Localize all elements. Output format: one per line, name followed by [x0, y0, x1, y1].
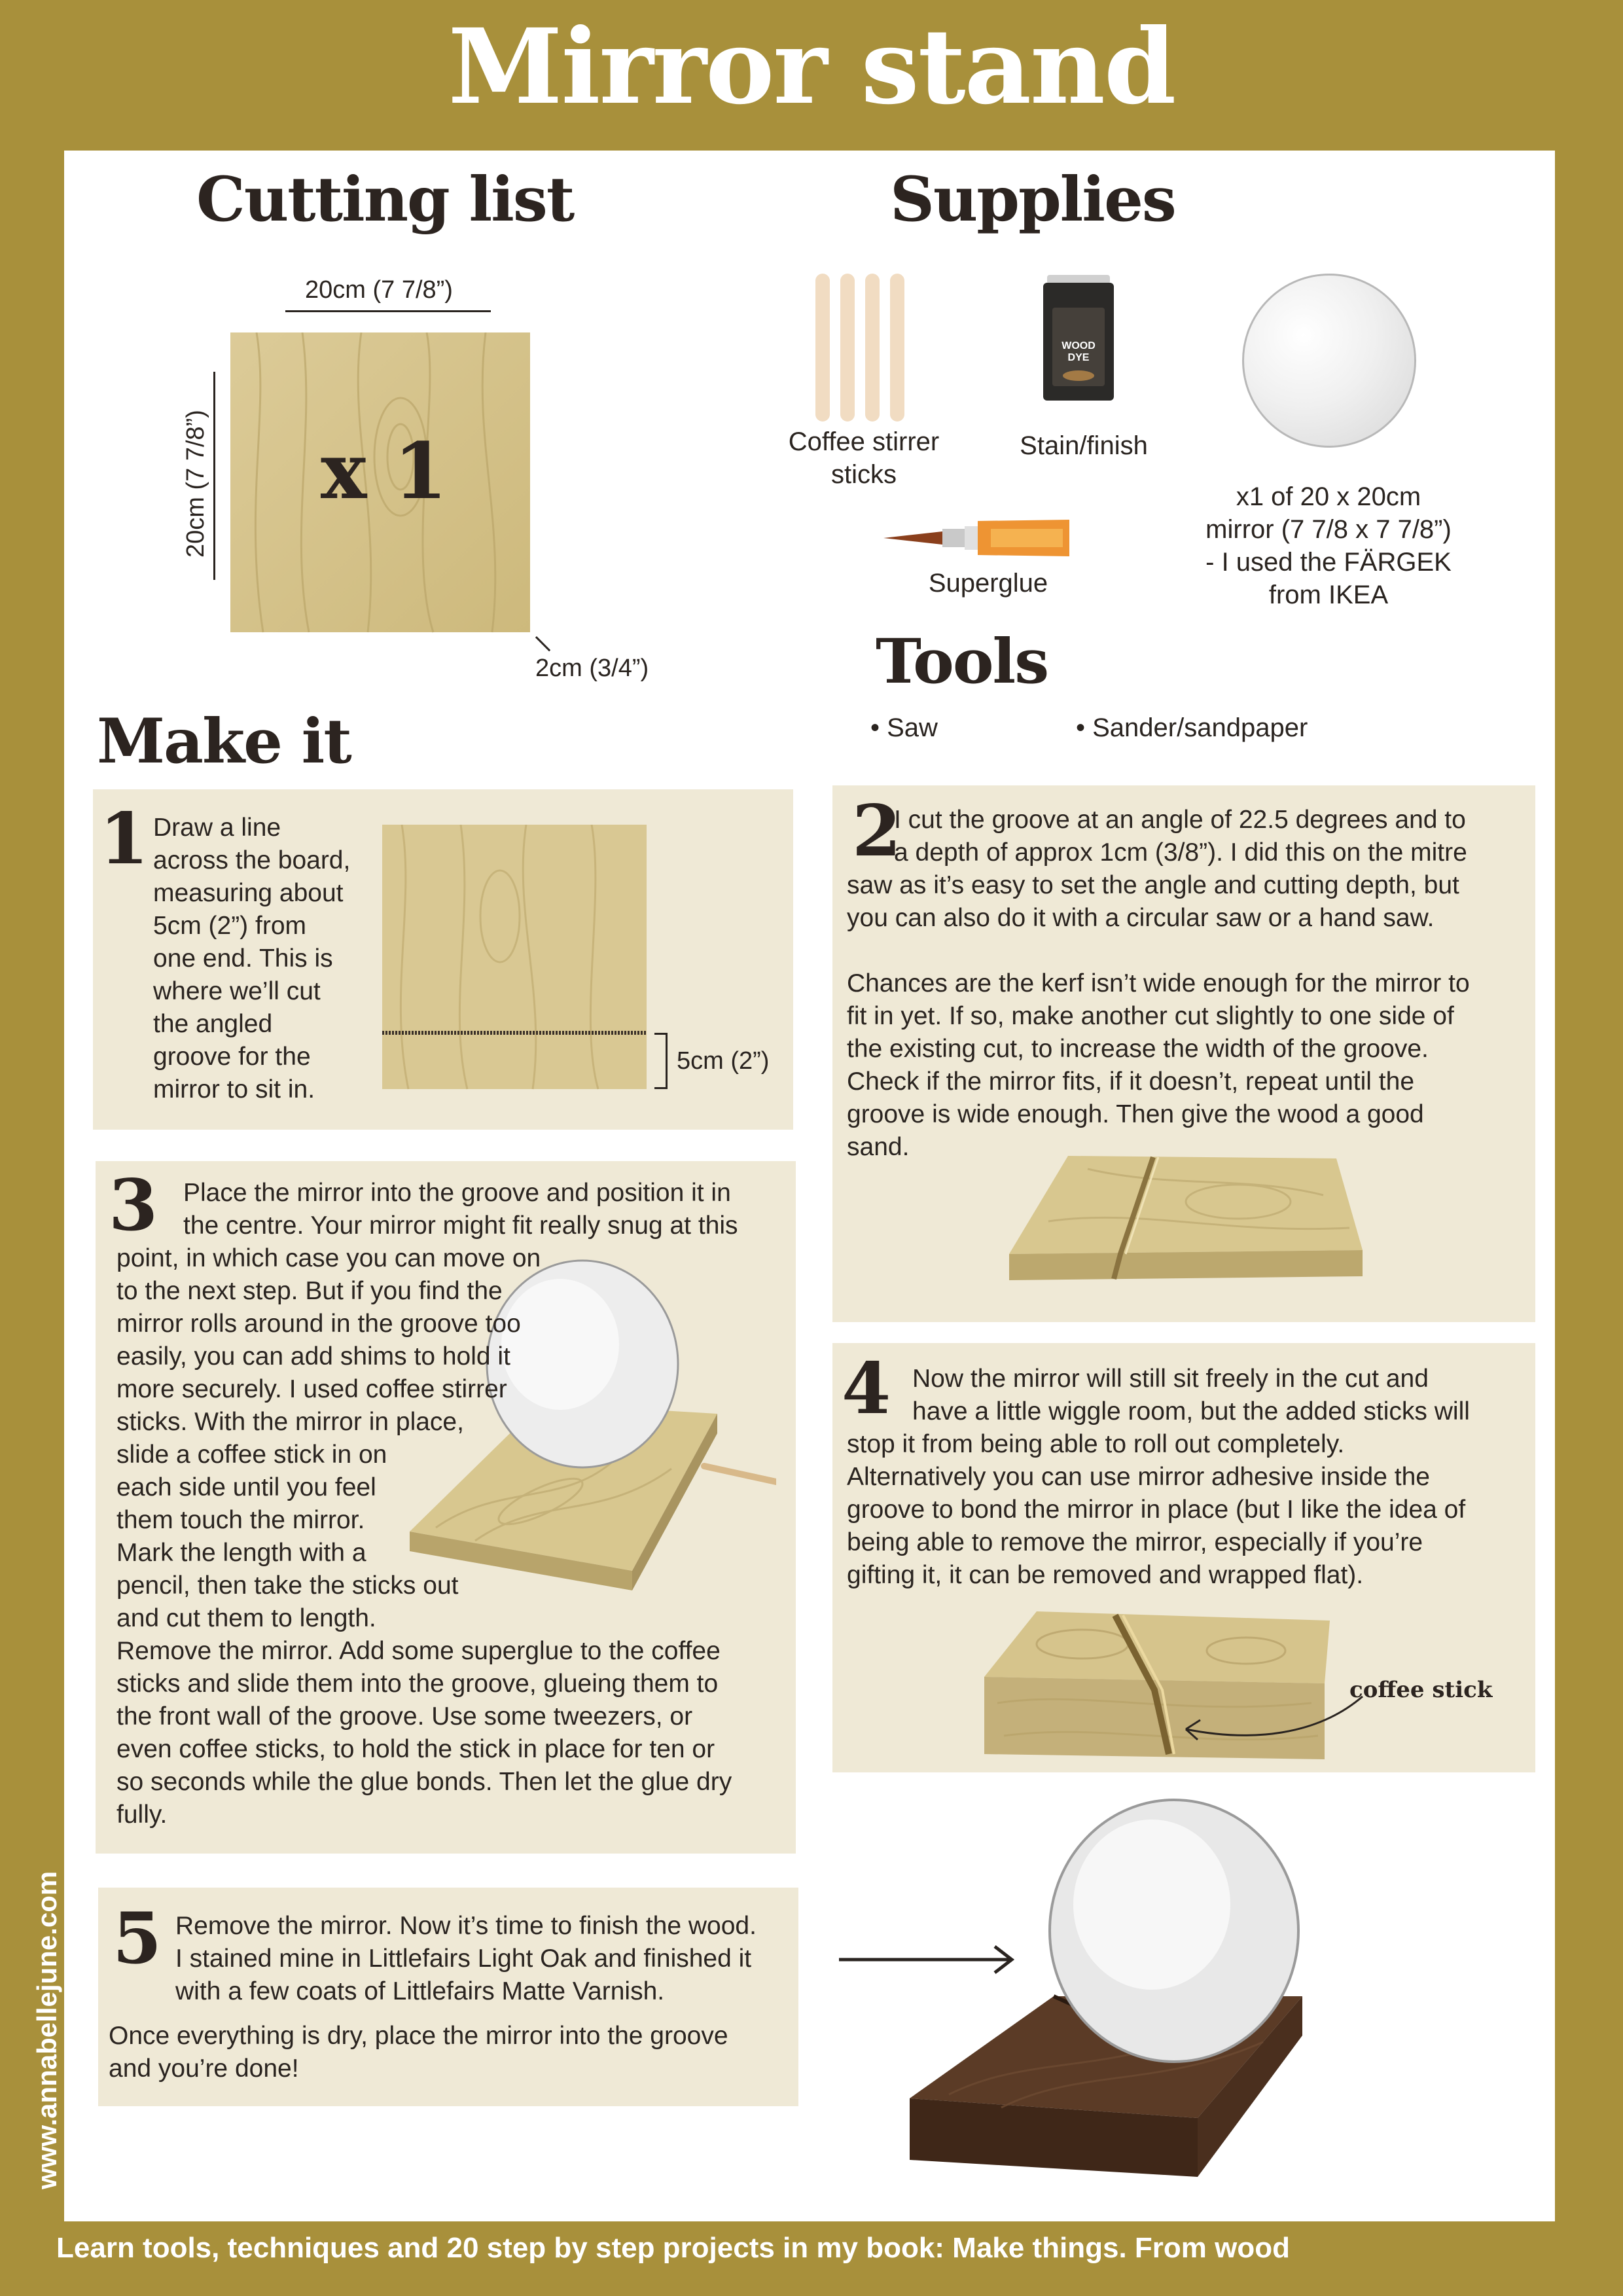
tools-heading: Tools	[876, 626, 1048, 698]
step-5-text: Remove the mirror. Now it’s time to finish the wood. I stained mine in Littlefairs Light Oak and finished it with a few coats of Littlefairs Matte Varnish. Once everything is dry, place the mirror into the groove and you’re done!	[109, 1912, 757, 2083]
stain-finish-label: Stain/finish	[1020, 431, 1148, 460]
superglue-tube-icon	[880, 514, 1076, 560]
step-5-box	[98, 1888, 798, 2106]
grooved-board-illustration	[1009, 1149, 1363, 1306]
measure-bracket	[654, 1033, 668, 1089]
website-link[interactable]: www.annabellejune.com	[31, 1871, 62, 2189]
step-5-number: 5	[113, 1897, 162, 1980]
tool-item-saw: • Saw	[870, 713, 938, 742]
coffee-sticks-label: Coffee stirrer sticks	[788, 427, 940, 489]
cutting-list-heading: Cutting list	[196, 164, 574, 236]
step-1-text: Draw a line across the board, measuring about 5cm (2”) from one end. This is where we’ll cut the angled groove for the mirror to sit in.	[153, 814, 351, 1103]
step-2-text: I cut the groove at an angle of 22.5 degrees and to a depth of approx 1cm (3/8”). I did this on the mitre saw as it’s easy to set the angle and cutting depth, but you can also do it with a circular saw or a hand saw. Chances are the kerf isn’t wide enough for the mirror to fit in yet. If so, make another cut slightly to one side of the existing cut, to increase the width of the groove. Check if the mirror fits, if it doesn’t, repeat until the groove is wide enough. Then give the wood a good sand.	[847, 806, 1470, 1161]
step-1-number: 1	[99, 798, 149, 880]
can-label: WOOD DYE	[1061, 340, 1096, 363]
make-it-heading: Make it	[97, 706, 351, 778]
coffee-stick-annotation: coffee stick	[1349, 1677, 1493, 1703]
width-dimension-line	[285, 310, 491, 312]
height-dimension-line	[213, 372, 215, 580]
step-3-text: Place the mirror into the groove and position it in the centre. Your mirror might fit really snug at this point, in which case you can move on to the next step. But if you find the mirror rolls around in the groove too easily, you can add shims to hold it more securely. I used coffee stirrer sticks. With the mirror in place, slide a coffee stick in on each side until you feel them touch the mirror. Mark the length with a pencil, then take the sticks out and cut them to length. Remove the mirror. Add some superglue to the coffee sticks and slide them into the groove, glueing them to the front wall of the groove. Use some tweezers, or even coffee sticks, to hold the stick in place for ten or so seconds while the glue bonds. Then let the glue dry fully.	[116, 1179, 738, 1829]
bullet-icon: •	[870, 713, 887, 742]
tool-item-sander: • Sander/sandpaper	[1076, 713, 1308, 742]
coffee-stirrer-sticks-icon	[814, 274, 910, 422]
superglue-label: Superglue	[928, 569, 1048, 598]
round-mirror-icon	[1242, 274, 1416, 448]
annotation-arrow-icon	[1173, 1683, 1369, 1762]
bullet-icon: •	[1076, 713, 1093, 742]
board-thickness-label: 2cm (3/4”)	[535, 655, 649, 682]
step-4-number: 4	[842, 1348, 891, 1430]
board-quantity: x 1	[321, 425, 448, 516]
footer-book-promo: Learn tools, techniques and 20 step by step projects in my book: Make things. From wood	[56, 2232, 1290, 2264]
step-2-number: 2	[852, 790, 902, 872]
step-2-box	[832, 785, 1535, 1322]
wood-dye-can-icon	[1043, 275, 1114, 401]
step-3-box	[96, 1161, 796, 1854]
finished-mirror-stand-illustration	[910, 1793, 1315, 2186]
marked-board-illustration	[382, 825, 648, 1090]
page-title: Mirror stand	[448, 7, 1175, 128]
supplies-heading: Supplies	[890, 164, 1175, 236]
mirror-label: x1 of 20 x 20cm mirror (7 7/8 x 7 7/8”) - I used the FÄRGEK from IKEA	[1205, 482, 1452, 609]
board-width-label: 20cm (7 7/8”)	[305, 276, 453, 304]
step-1-box	[93, 789, 793, 1130]
step-4-text: Now the mirror will still sit freely in the cut and have a little wiggle room, but the added sticks will stop it from being able to roll out completely. Alternatively you can use mirror adhesive inside the groove to bond the mirror in place (but I like the idea of being able to remove the mirror, especially if you’re gifting it, it can be removed and wrapped flat).	[847, 1365, 1470, 1589]
measure-label: 5cm (2”)	[677, 1047, 770, 1075]
board-height-label: 20cm (7 7/8”)	[182, 410, 209, 558]
step-3-number: 3	[109, 1164, 158, 1247]
step-4-box	[832, 1343, 1535, 1772]
